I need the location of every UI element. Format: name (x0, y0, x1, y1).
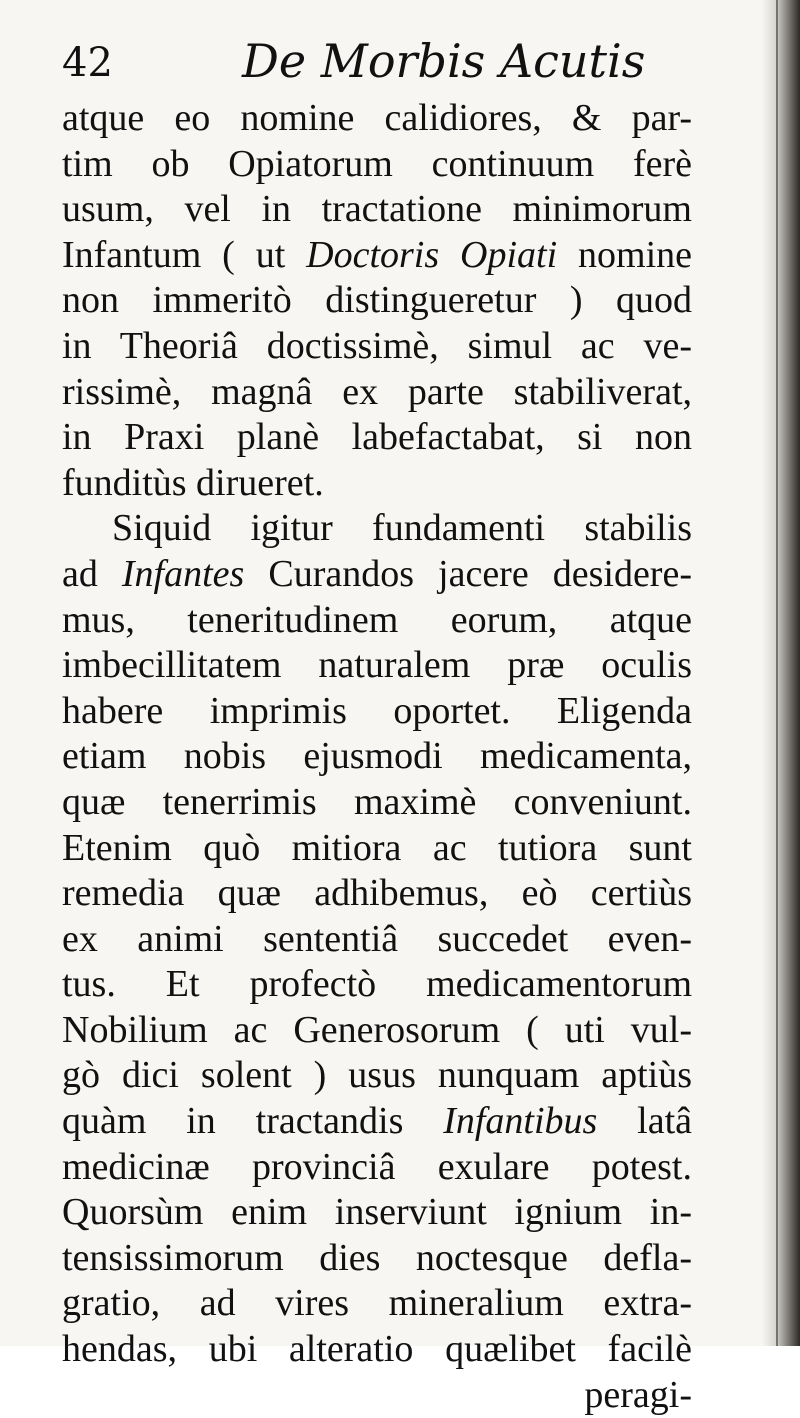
text-line: funditùs dirueret. (62, 461, 324, 504)
text-line: Infantum ( ut Doctoris Opiati nomine (62, 233, 692, 276)
text-line: ad Infantes Curandos jacere desidere- (62, 552, 692, 595)
text-line: gò dici solent ) usus nunquam aptiùs (62, 1054, 692, 1097)
page-gutter-shadow (762, 0, 800, 1346)
text-line: mus, teneritudinem eorum, atque (62, 598, 692, 641)
text-line: remedia quæ adhibemus, eò certiùs (62, 872, 692, 915)
text-line: usum, vel in tractatione minimorum (62, 188, 692, 231)
text-line: in Theoriâ doctissimè, simul ac ve- (62, 324, 692, 367)
page-header (62, 30, 702, 90)
text-line: Etenim quò mitiora ac tutiora sunt (62, 826, 692, 869)
text-line: tim ob Opiatorum continuum ferè (62, 142, 692, 185)
text-line: Quorsùm enim inserviunt ignium in- (62, 1191, 692, 1234)
running-head: De Morbis Acutis (242, 34, 646, 88)
text-line: tus. Et profectò medicamentorum (62, 963, 692, 1006)
italic-word: Infantes (121, 552, 245, 595)
text-line: tensissimorum dies noctesque defla- (62, 1236, 692, 1279)
page-number: 42 (62, 40, 113, 86)
text-line: quæ tenerrimis maximè conveniunt. (62, 780, 692, 823)
text-line: imbecillitatem naturalem præ oculis (62, 644, 692, 687)
text-line: atque eo nomine calidiores, & par- (62, 97, 692, 139)
text-line: ex animi sententiâ succedet even- (62, 917, 692, 960)
italic-word: Infantibus (443, 1100, 598, 1143)
text-line: medicinæ provinciâ exulare potest. (62, 1145, 692, 1188)
text-line: non immeritò distingueretur ) quod (62, 279, 692, 322)
text-line: hendas, ubi alteratio quælibet facilè (62, 1328, 692, 1371)
text-line: gratio, ad vires mineralium extra- (62, 1282, 692, 1325)
text-line: rissimè, magnâ ex parte stabiliverat, (62, 370, 692, 413)
catchword: peragi- (584, 1373, 692, 1416)
italic-phrase: Doctoris Opiati (306, 233, 558, 276)
text-line: Nobilium ac Generosorum ( uti vul- (62, 1008, 692, 1051)
body-text (62, 96, 692, 1418)
text-line-paragraph-start: Siquid igitur fundamenti stabilis (112, 507, 692, 550)
text-line: habere imprimis oportet. Eligenda (62, 689, 692, 732)
text-line: etiam nobis ejusmodi medicamenta, (62, 735, 692, 778)
binding-line (776, 0, 778, 1346)
text-line: in Praxi planè labefactabat, si non (62, 416, 692, 459)
text-line: quàm in tractandis Infantibus latâ (62, 1100, 692, 1143)
